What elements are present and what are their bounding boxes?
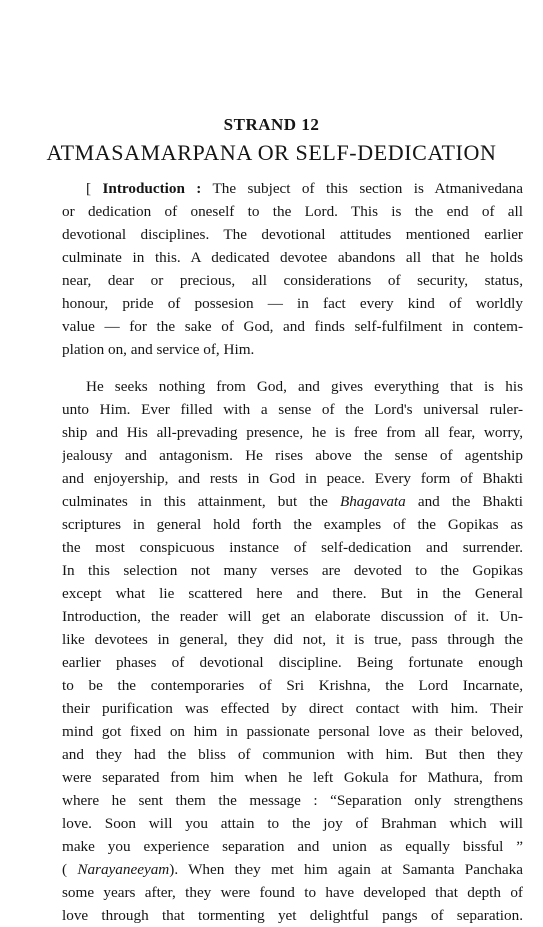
- open-bracket: [: [86, 180, 103, 197]
- paragraph-line: plation on, and service of, Him.: [62, 341, 255, 358]
- chapter-title: ATMASAMARPANA OR SELF-DEDICATION: [46, 140, 497, 165]
- line-text: ). When they met him again at Samanta Panchaka: [169, 861, 523, 878]
- paragraph-line: or dedication of oneself to the Lord. This is the end of all: [62, 203, 523, 220]
- paragraph-line: where he sent them the message : “Separation only strengthens: [62, 792, 523, 809]
- paragraph-line: some years after, they were found to have developed that depth of: [62, 884, 523, 901]
- paragraph-line: earlier phases of devotional discipline. Being fortunate enough: [62, 654, 523, 671]
- introduction-lead: Introduction :: [102, 180, 202, 197]
- paragraph-line: scriptures in general hold forth the examples of the Gopikas as: [62, 516, 523, 533]
- paragraph-line: [62, 490, 523, 513]
- paragraph-line: [62, 858, 523, 881]
- paragraph-line: Introduction, the reader will get an elaborate discussion of it. Un-: [62, 608, 523, 625]
- paragraph-line: devotional disciplines. The devotional attitudes mentioned earlier: [62, 226, 523, 243]
- paragraph-line: unto Him. Ever filled with a sense of the Lord's universal ruler-: [62, 401, 523, 418]
- paragraph-line: except what lie scattered here and there. But in the General: [62, 585, 523, 602]
- line-text: (: [62, 861, 78, 878]
- paragraph-line: value — for the sake of God, and finds self-fulfilment in contem-: [62, 318, 523, 335]
- paragraph-line: culminate in this. A dedicated devotee abandons all that he holds: [62, 249, 523, 266]
- paragraph-line: He seeks nothing from God, and gives everything that is his: [86, 378, 523, 395]
- paragraph-line: near, dear or precious, all considerations of security, status,: [62, 272, 523, 289]
- line-text: The subject of this section is Atmanivedana: [201, 180, 523, 197]
- paragraph-line: love through that tormenting yet delightful pangs of separation.: [62, 907, 523, 924]
- paragraph-line: like devotees in general, they did not, it is true, pass through the: [62, 631, 523, 648]
- paragraph-line: and enjoyership, and rests in God in peace. Every form of Bhakti: [62, 470, 523, 487]
- paragraph-line: ship and His all-prevading presence, he is free from all fear, worry,: [62, 424, 523, 441]
- paragraph-line: [62, 177, 523, 200]
- paragraph-line: love. Soon will you attain to the joy of Brahman which will: [62, 815, 523, 832]
- paragraph-line: their purification was effected by direct contact with him. Their: [62, 700, 523, 717]
- paragraph-line: mind got fixed on him in passionate personal love as their beloved,: [62, 723, 523, 740]
- line-text: and the Bhakti: [405, 493, 523, 510]
- paragraph-line: the most conspicuous instance of self-dedication and surrender.: [62, 539, 523, 556]
- paragraph-line: jealousy and antagonism. He rises above the sense of agentship: [62, 447, 523, 464]
- paragraph-line: In this selection not many verses are devoted to the Gopikas: [62, 562, 523, 579]
- introduction-paragraph: [62, 177, 523, 361]
- bhagavata-title: Bhagavata: [339, 493, 406, 510]
- paragraph-line: were separated from him when he left Gokula for Mathura, from: [62, 769, 523, 786]
- narayaneeyam-title: Narayaneeyam: [77, 861, 170, 878]
- strand-label: STRAND 12: [223, 115, 320, 134]
- paragraph-line: to be the contemporaries of Sri Krishna, the Lord Incarnate,: [62, 677, 523, 694]
- paragraph-line: and they had the bliss of communion with him. But then they: [62, 746, 523, 763]
- line-text: culminates in this attainment, but the: [62, 493, 340, 510]
- paragraph-line: make you experience separation and union as equally bissful ”: [62, 838, 523, 855]
- paragraph-line: honour, pride of possesion — in fact every kind of worldly: [62, 295, 523, 312]
- body-paragraph: [62, 375, 523, 927]
